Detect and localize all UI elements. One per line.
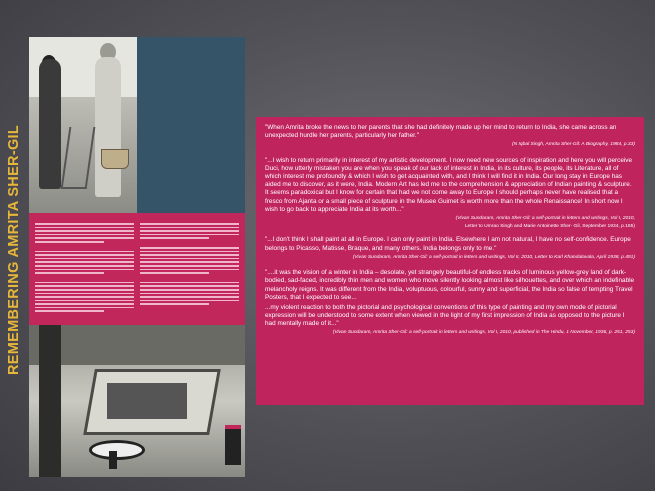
quote-source: (Vivan Sundaram, Amrita Sher-Gil: a self-portrait in letters and writings, Vol II, 2010, Letter to Karl Khandalavala, April 1938, p.491) [352, 254, 635, 260]
exhibition-poster-image [29, 37, 245, 477]
quote-source: (Vivan Sundaram, Amrita Sher-Gil: a self-portrait in letters and writings, Vol I, 2010, [455, 215, 635, 221]
poster-teal-block [137, 37, 245, 213]
quote-source: (Vivan Sundaram, Amrita Sher-Gil: a self-portrait in letters and writings, Vol I, 2010, published in The Hindu, 1 November, 1936, p. 251, 253) [332, 330, 635, 336]
quote-source: Letter to Umrao Singh and Marie Antoinette Sher- Gil, September 1934, p.165) [464, 224, 635, 230]
quote-source: (N Iqbal Singh, Amrita Sher-Gil: A Biography, 1984, p.33) [512, 142, 635, 148]
quotes-panel [256, 117, 644, 405]
poster-text-band [29, 213, 245, 325]
side-title [3, 120, 25, 380]
quote-text: "....it was the vision of a winter in India – desolate, yet strangely beautiful-of endless tracks of luminous yellow-grey land of dark-bodied, sad-faced, incredibly thin men and women who move silently looking almost like silhouettes, and over which an indefinable melancholy reigns. It was different from the India, voluptuous, colourful, sunny and superficial, the India so false of tempting Travel Posters, that I expected to see... [265, 269, 635, 301]
studio-photo [29, 325, 245, 477]
quote-text: "...I wish to return primarily in interest of my artistic development. I now need new sources of inspiration and here you will perceive Duci, how utterly mistaken you are when you speak of our lack of interest in India, in its culture, its people, its Literature, all of which interest me profoundly & which I wish to get acquainted with, and I think I will find it in India. Our long stay in Europe has aided me to discover, as it were, India. Modern Art has led me to the comprehension & appreciation of Indian painting & sculpture. It seems paradoxical but I know for certain that had we not come away to Europe I should perhaps never have realised that a fresco from Ajanta or a small piece of sculpture in the Musee Guimet is worth more than the whole Renaissance! In short now I wish to go back to appreciate India at its worth..." [265, 156, 633, 213]
side-title-text: REMEMBERING AMRITA SHER-GIL [6, 124, 22, 376]
quote-text: "When Amrita broke the news to her parents that she had definitely made up her mind to return to India, she came across an unexpected hurdle her parents, particularly her father." [265, 124, 617, 140]
artist-photo [29, 37, 137, 213]
quote-text: ...my violent reaction to both the pictorial and psychological conventions of this type of painting and my own mode of pictorial expression will be understood to some extent when viewed in the light of my first impression of India as opposed to the picture I had mentally made of it..." [265, 303, 625, 328]
quote-text: "...I don't think I shall paint at all in Europe. I can only paint in India. Elsewhere I am not natural, I have no self-confidence. Europe belongs to Picasso, Matisse, Braque, and many others. India belongs only to me." [265, 236, 631, 252]
